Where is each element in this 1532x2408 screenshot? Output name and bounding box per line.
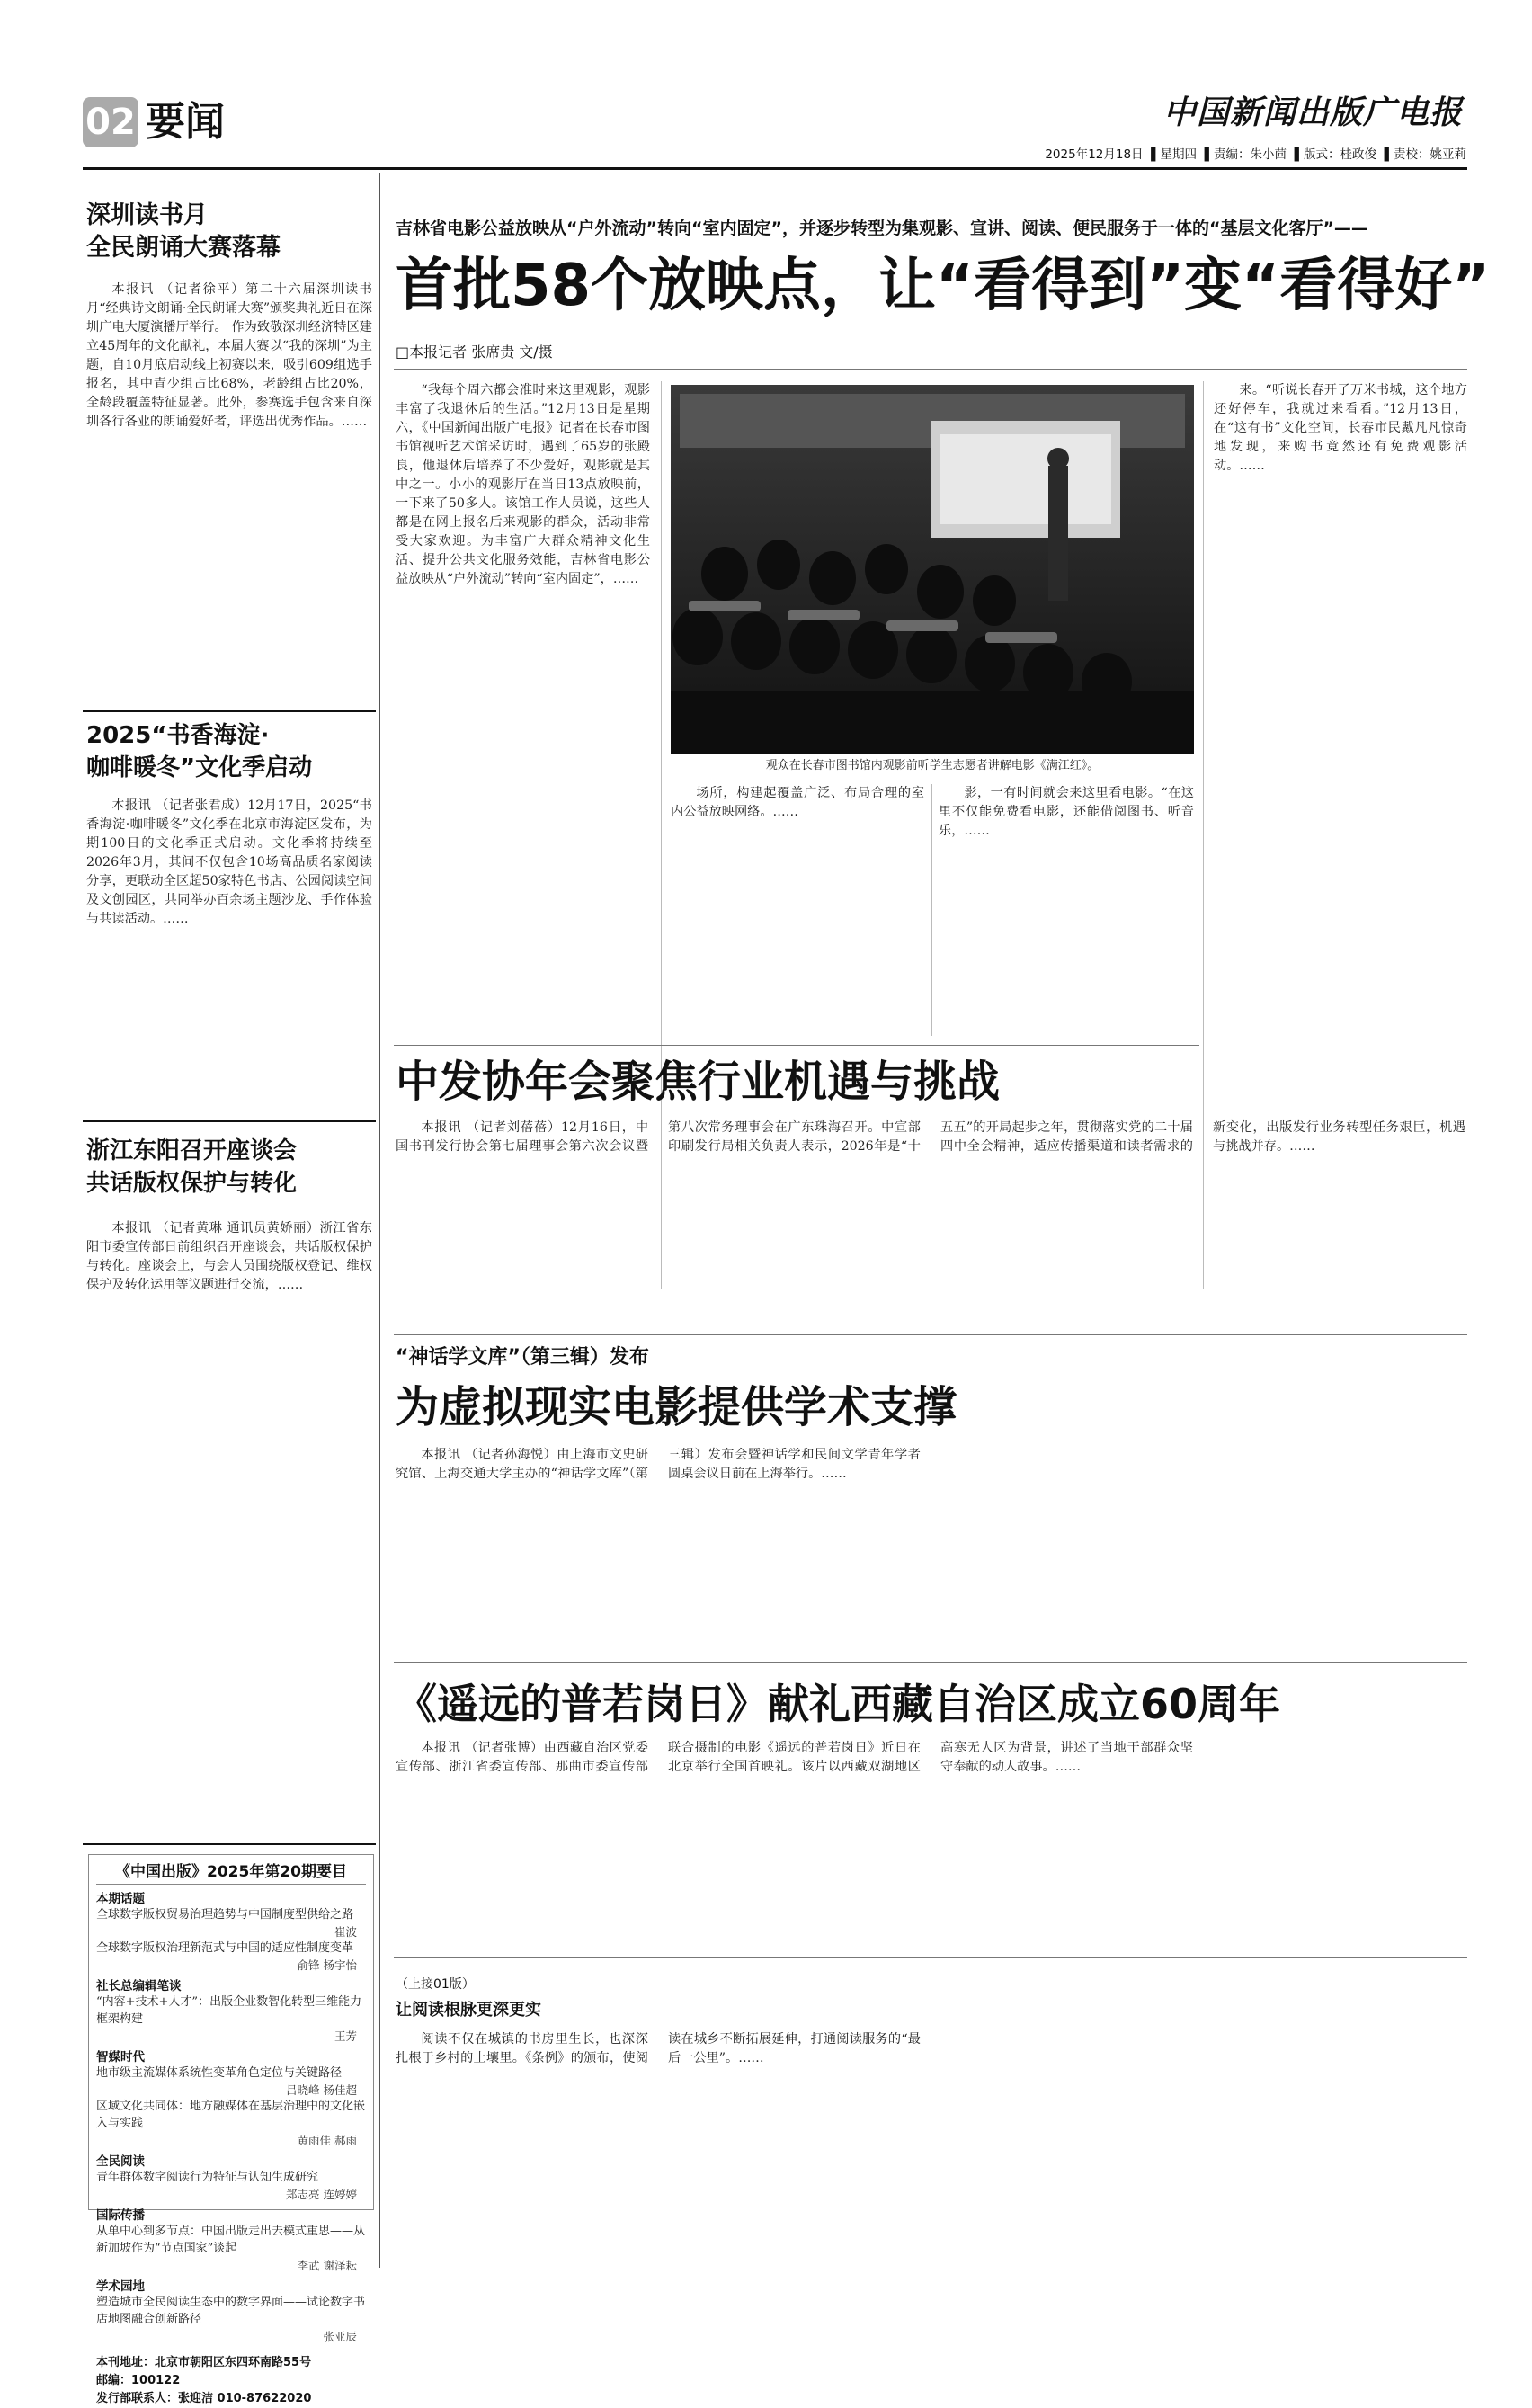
article5-kicker: “神话学文库”（第三辑）发布	[396, 1346, 649, 1369]
article1-title-line1: 深圳读书月	[86, 201, 208, 229]
article2-title-line1: 2025“书香海淀·	[86, 722, 270, 749]
lead-col3: 来。“听说长春开了万米书城，这个地方还好停车，我就过来看看。”12月13日，在“这有书”文化空间，长春市民戴凡凡惊奇地发现，来购书竟然还有免费观影活动。……	[1214, 383, 1467, 473]
toc-section-heading: 社长总编辑笔谈	[96, 1979, 182, 1993]
toc-title: 《中国出版》2025年第20期要目	[96, 1860, 366, 1885]
toc-section-heading: 全民阅读	[96, 2154, 145, 2169]
lead-bottom-rule	[394, 1045, 1199, 1046]
toc-item-author: 郑志亮 连婷婷	[286, 2188, 357, 2201]
lead-top-rule	[394, 369, 1467, 370]
toc-section-heading: 本期话题	[96, 1892, 145, 1906]
toc-item-title: 全球数字版权贸易治理趋势与中国制度型供给之路	[96, 1908, 354, 1922]
toc-section-heading: 学术园地	[96, 2279, 145, 2294]
cinema-audience-illustration	[671, 385, 1194, 754]
left-column-divider	[379, 173, 380, 2268]
article3-title-line1: 浙江东阳召开座谈会	[86, 1137, 298, 1164]
toc-item-author: 张亚辰	[323, 2330, 357, 2343]
article1-title-line2: 全民朗诵大赛落幕	[86, 234, 281, 262]
article7-title: 让阅读根脉更深更实	[396, 2001, 541, 2020]
header-meta: 2025年12月18日 ▌星期四 ▌责编：朱小茴 ▌版式：桂政俊 ▌责校：姚亚莉	[1045, 147, 1466, 162]
article2-body: 本报讯 （记者张君成）12月17日，2025“书香海淀·咖啡暖冬”文化季在北京市海淀区发布，为期100日的文化季正式启动。文化季将持续至2026年3月，其间不仅包含10场高品质名家阅读分享，更联动全区超50家特色书店、公园阅读空间及文创园区，共同举办百余场主题沙龙、手作体验与共读活动。……	[86, 798, 372, 926]
article5-bottom-rule	[394, 1662, 1467, 1663]
toc-item-title: 区域文化共同体：地方融媒体在基层治理中的文化嵌入与实践	[96, 2100, 366, 2130]
toc-item-title: 青年群体数字阅读行为特征与认知生成研究	[96, 2171, 319, 2184]
article5-body: 本报讯 （记者孙海悦）由上海市文史研究馆、上海交通大学主办的“神话学文库”（第三辑）发布会暨神话学和民间文学青年学者圆桌会议日前在上海举行。……	[396, 1448, 921, 1481]
toc-section-heading: 智媒时代	[96, 2050, 145, 2065]
editor-credit: 责编：朱小茴	[1214, 147, 1287, 162]
issue-weekday: 星期四	[1160, 147, 1198, 162]
article3-title-line2: 共话版权保护与转化	[86, 1170, 298, 1197]
toc-item-title: 从单中心到多节点：中国出版走出去模式重思——从新加坡作为“节点国家”谈起	[96, 2225, 366, 2255]
page-number: 02	[85, 102, 136, 143]
article6-bottom-rule	[394, 1957, 1467, 1958]
lead-byline: □本报记者 张席贵 文/摄	[396, 343, 553, 361]
lead-photo	[671, 385, 1194, 754]
toc-postcode: 邮编：100122	[96, 2374, 181, 2387]
article4-body: 本报讯 （记者刘蓓蓓）12月16日，中国书刊发行协会第七届理事会第六次会议暨第八次常务理事会在广东珠海召开。中宣部印刷发行局相关负责人表示，2026年是“十五五”的开局起步之年，贯彻落实党的二十届四中全会精神，适应传播渠道和读者需求的新变化，出版发行业务转型任务艰巨，机遇与挑战并存。……	[396, 1120, 1465, 1154]
article6-body: 本报讯 （记者张博）由西藏自治区党委宣传部、浙江省委宣传部、那曲市委宣传部联合摄制的电影《遥远的普若岗日》近日在北京举行全国首映礼。该片以西藏双湖地区高寒无人区为背景，讲述了当地干部群众坚守奉献的动人故事。……	[396, 1741, 1193, 1774]
toc-item-author: 黄雨佳 郝雨	[297, 2134, 357, 2147]
article2-title-line2: 咖啡暖冬”文化季启动	[86, 754, 313, 781]
lead-title: 首批58个放映点，让“看得到”变“看得好”	[396, 253, 1491, 319]
issue-date: 2025年12月18日	[1045, 147, 1144, 162]
toc-item-author: 吕晓峰 杨佳超	[286, 2083, 357, 2097]
article4-title: 中发协年会聚焦行业机遇与挑战	[396, 1057, 1001, 1107]
article1-body: 本报讯 （记者徐平）第二十六届深圳读书月“经典诗文朗诵·全民朗诵大赛”颁奖典礼近日在深圳广电大厦演播厅举行。 作为致敬深圳经济特区建立45周年的文化献礼，本届大赛以“我的深圳”为主题，自10月底启动线上初赛以来，吸引609组选手报名，其中青少组占比68%，老龄组占比20%，全龄段覆盖特征显著。此外，参赛选手包含来自深圳各行各业的朗诵爱好者，评选出优秀作品。……	[86, 282, 372, 429]
article1-bottom-rule	[83, 710, 376, 712]
lead-kicker: 吉林省电影公益放映从“户外流动”转向“室内固定”，并逐步转型为集观影、宣讲、阅读、便民服务于一体的“基层文化客厅”——	[396, 219, 1368, 238]
lead-col2b: 影，一有时间就会来这里看电影。“在这里不仅能免费看电影，还能借阅图书、听音乐，……	[939, 786, 1194, 838]
toc-list	[96, 1888, 366, 2344]
lead-col1: “我每个周六都会准时来这里观影，观影丰富了我退休后的生活。”12月13日是星期六，《中国新闻出版广电报》记者在长春市图书馆视听艺术馆采访时，遇到了65岁的张殿良，他退休后培养了不少爱好，观影就是其中之一。小小的观影厅在当日13点放映前，一下来了50多人。该馆工作人员说，这些人都是在网上报名后来观影的群众，活动非常受大家欢迎。为丰富广大群众精神文化生活、提升公共文化服务效能，吉林省电影公益放映从“户外流动”转向“室内固定”，……	[396, 383, 650, 586]
toc-item-author: 崔波	[334, 1925, 357, 1939]
lead-col2-divider	[931, 784, 932, 1036]
article7-body: 阅读不仅在城镇的书房里生长，也深深扎根于乡村的土壤里。《条例》的颁布，使阅读在城乡不断拓展延伸，打通阅读服务的“最后一公里”。……	[396, 2032, 921, 2065]
toc-item-author: 李武 谢泽耘	[297, 2259, 357, 2272]
toc-item-author: 王芳	[334, 2029, 357, 2043]
proofread-credit: 责校：姚亚莉	[1394, 147, 1466, 162]
toc-item-title: 塑造城市全民阅读生态中的数字界面——试论数字书店地图融合创新路径	[96, 2296, 366, 2326]
toc-box	[88, 1854, 374, 2405]
lead-photo-caption: 观众在长春市图书馆内观影前听学生志愿者讲解电影《满江红》。	[765, 759, 1100, 772]
article5-title: 为虚拟现实电影提供学术支撑	[396, 1382, 958, 1432]
toc-item-title: 地市级主流媒体系统性变革角色定位与关键路径	[96, 2066, 343, 2080]
article3-body: 本报讯 （记者黄琳 通讯员黄娇丽）浙江省东阳市委宣传部日前组织召开座谈会，共话版权保护与转化。座谈会上，与会人员围绕版权登记、维权保护及转化运用等议题进行交流，……	[86, 1221, 372, 1292]
layout-credit: 版式：桂政俊	[1304, 147, 1377, 162]
article3-bottom-rule	[83, 1843, 376, 1845]
toc-section-heading: 国际传播	[96, 2208, 145, 2223]
article7-source: （上接01版）	[396, 1977, 475, 1992]
article2-bottom-rule	[83, 1120, 376, 1122]
lead-col2a: 场所，构建起覆盖广泛、布局合理的室内公益放映网络。……	[671, 786, 924, 819]
toc-address: 本刊地址：北京市朝阳区东四环南路55号	[96, 2356, 312, 2369]
paper-name: 中国新闻出版广电报	[1162, 94, 1463, 131]
toc-item-title: 全球数字版权治理新范式与中国的适应性制度变革	[96, 1941, 354, 1955]
toc-contact: 发行部联系人：张迎洁 010-87622020	[96, 2392, 312, 2405]
toc-item-title: “内容+技术+人才”：出版企业数智化转型三维能力框架构建	[96, 1995, 362, 2026]
header-rule	[83, 167, 1467, 170]
article6-title: 《遥远的普若岗日》献礼西藏自治区成立60周年	[396, 1680, 1281, 1728]
article4-bottom-rule	[394, 1334, 1467, 1335]
section-name: 要闻	[146, 99, 225, 145]
toc-item-author: 俞锋 杨宇怡	[297, 1958, 357, 1972]
